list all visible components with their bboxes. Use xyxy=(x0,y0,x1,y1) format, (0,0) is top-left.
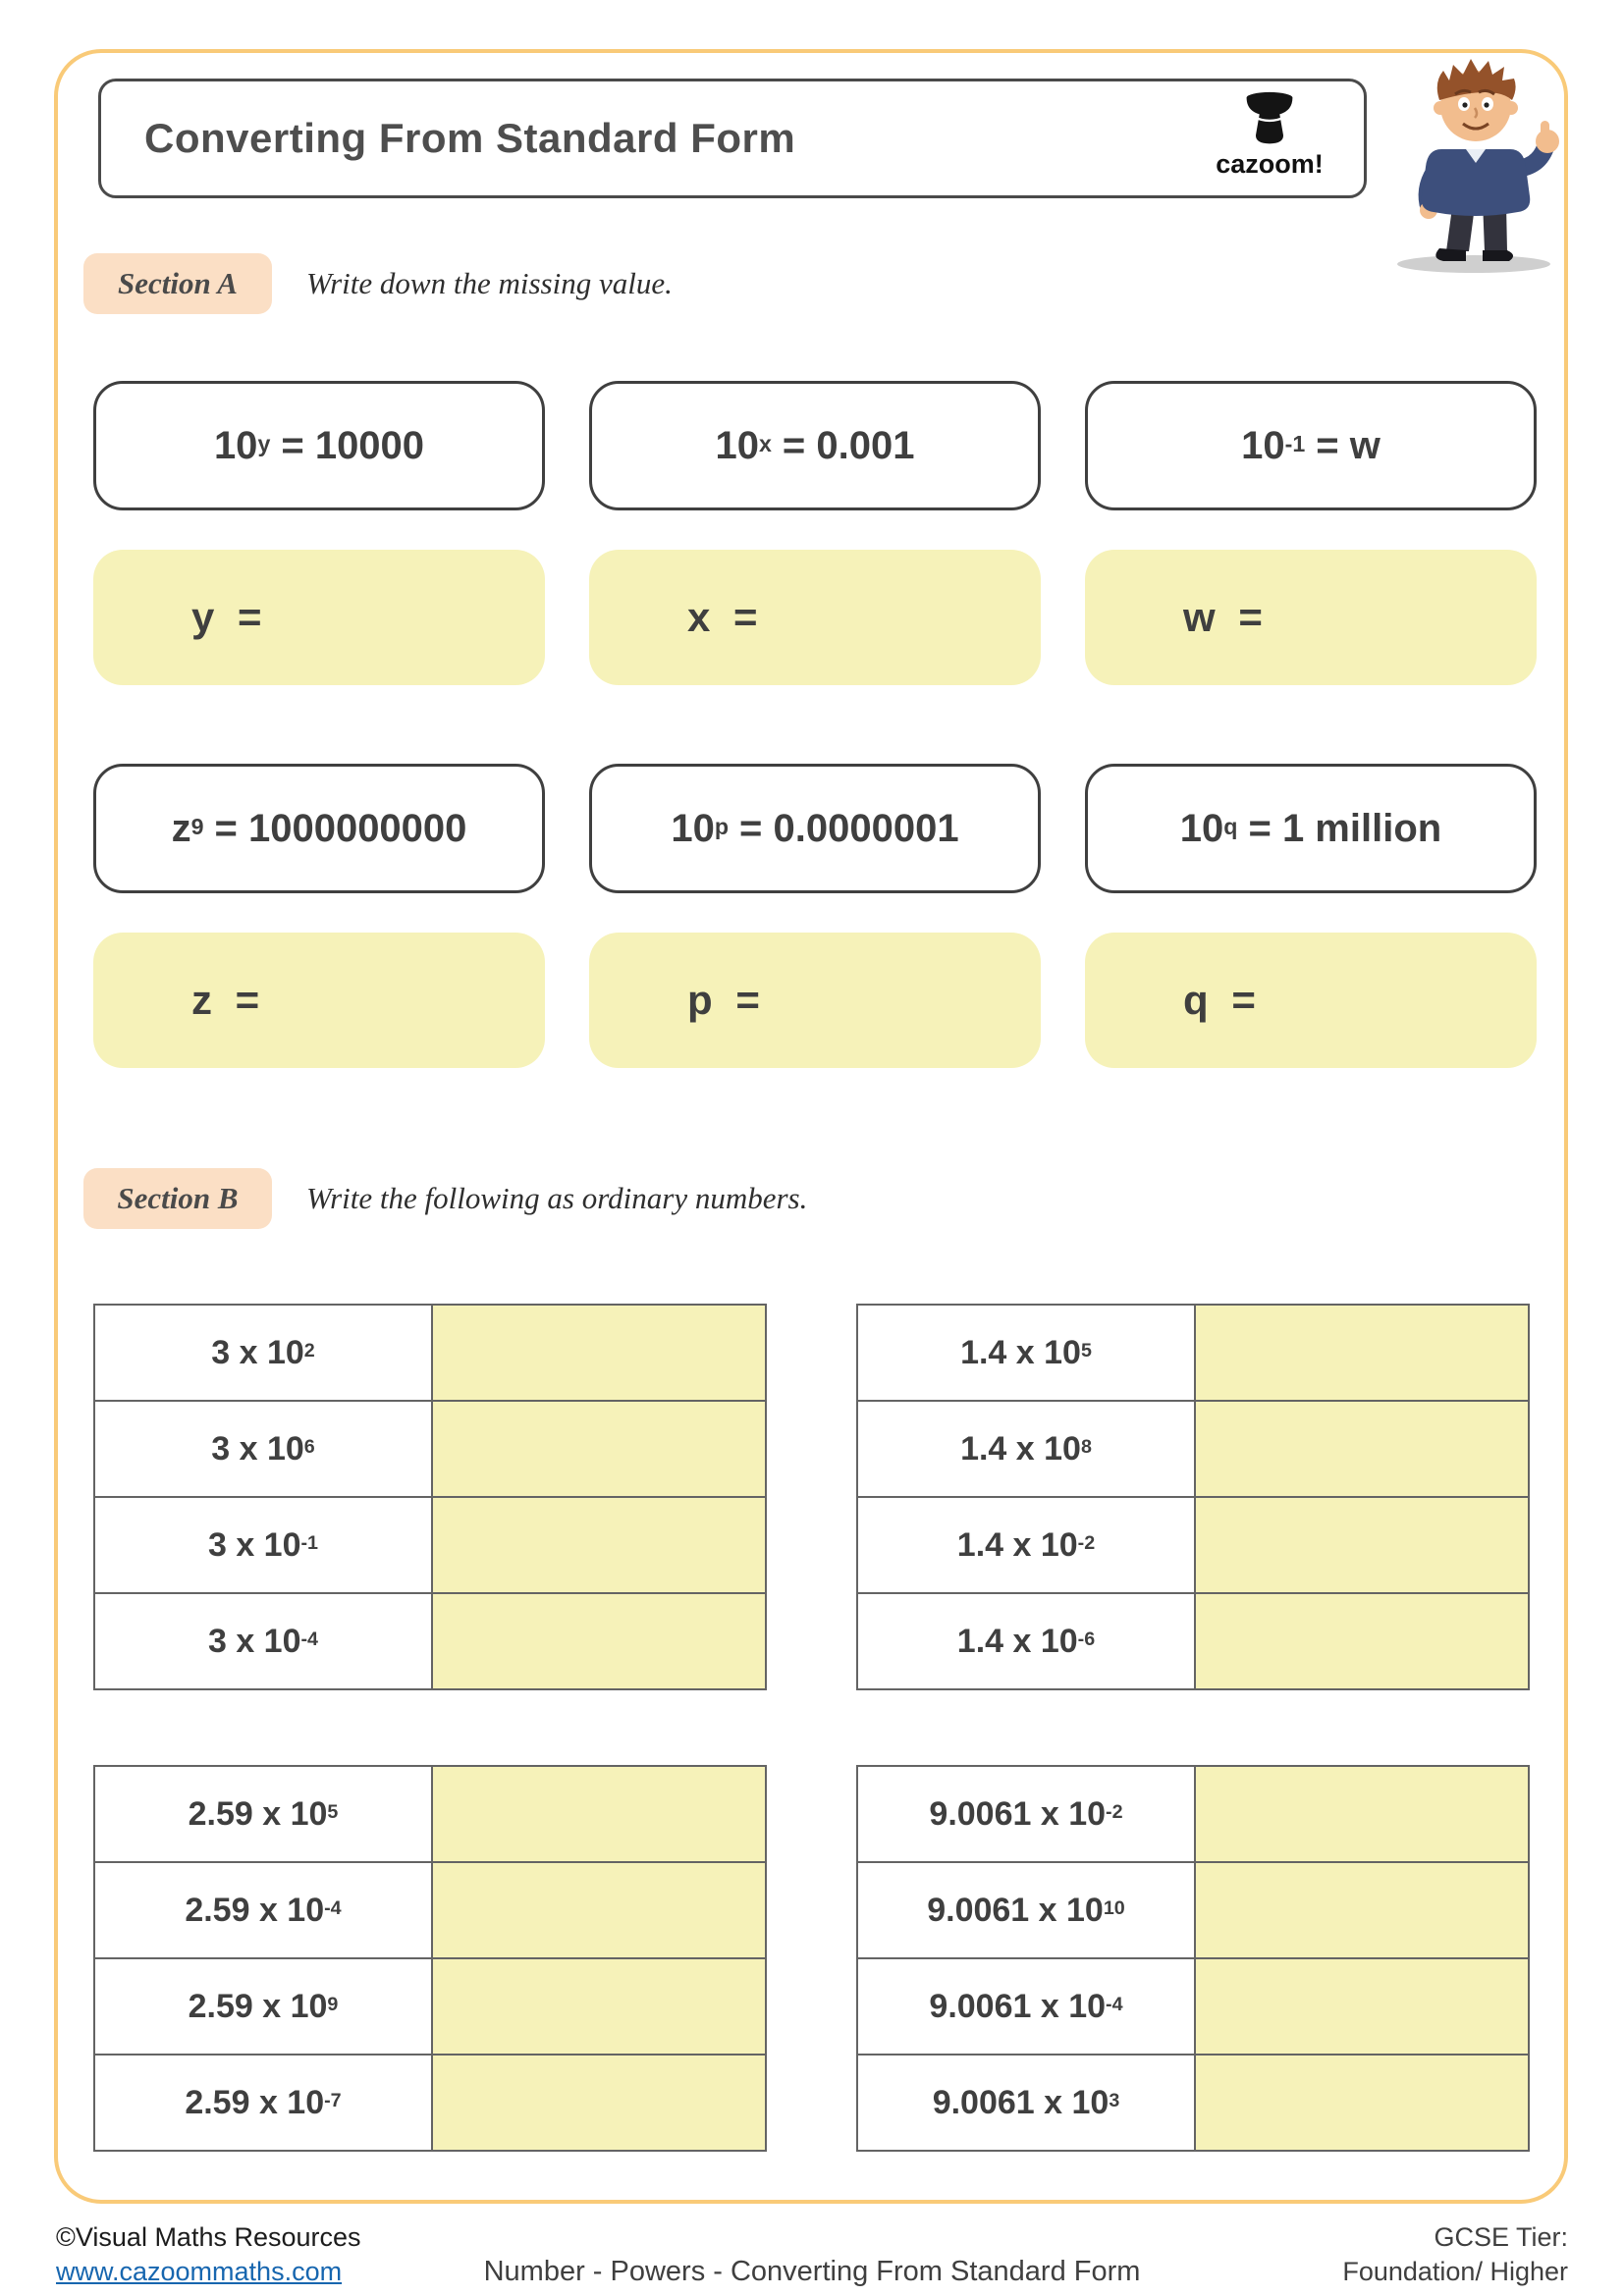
equation-base: 10 xyxy=(1179,806,1224,850)
expression-text: 3 x 10 xyxy=(207,1622,301,1660)
answer-box[interactable] xyxy=(1085,933,1537,1068)
footer-breadcrumb: Number - Powers - Converting From Standard Form xyxy=(483,2256,1141,2287)
expression-cell: 2.59 x 10 $^{-7}$ xyxy=(94,2055,432,2151)
expression-cell: 1.4 x 10 $^{-6}$ xyxy=(857,1593,1195,1689)
expression-text: 3 x 10 xyxy=(211,1429,304,1468)
expression-cell: 9.0061 x 10 $^3$ xyxy=(857,2055,1195,2151)
answer-cell[interactable] xyxy=(1195,1862,1529,1958)
expression-text: 1.4 x 10 xyxy=(956,1525,1078,1564)
expression-cell: 1.4 x 10 $^8$ xyxy=(857,1401,1195,1497)
equation-card: 10 $^p$ = 0.0000001 xyxy=(589,764,1041,893)
expression-text: 2.59 x 10 xyxy=(188,1987,328,2025)
conversion-table xyxy=(856,1304,1530,1690)
answer-label: x = xyxy=(687,594,758,640)
expression-cell: 3 x 10 $^6$ xyxy=(94,1401,432,1497)
expression-text: 2.59 x 10 xyxy=(185,1891,325,1929)
answer-label: q = xyxy=(1183,977,1256,1023)
answer-cell[interactable] xyxy=(432,1401,766,1497)
equation-rest: = 0.0000001 xyxy=(739,806,959,850)
expression-cell: 2.59 x 10 $^9$ xyxy=(94,1958,432,2055)
answer-cell[interactable] xyxy=(432,1305,766,1401)
expression-cell: 1.4 x 10 $^{-2}$ xyxy=(857,1497,1195,1593)
equation-base: 10 xyxy=(213,423,258,467)
copyright-text: ©Visual Maths Resources xyxy=(56,2222,361,2252)
answer-box[interactable] xyxy=(1085,550,1537,685)
header-box xyxy=(98,79,1367,198)
answer-cell[interactable] xyxy=(432,1862,766,1958)
equation-rest: = w xyxy=(1316,423,1380,467)
equation-base: 10 xyxy=(715,423,759,467)
tier-label: GCSE Tier: xyxy=(1434,2222,1568,2252)
expression-text: 9.0061 x 10 xyxy=(932,2083,1110,2121)
equation-base: z xyxy=(171,806,191,850)
equation-card: 10 $^x$ = 0.001 xyxy=(589,381,1041,510)
expression-text: 9.0061 x 10 xyxy=(929,1794,1107,1833)
equation-rest: = 0.001 xyxy=(782,423,915,467)
expression-text: 9.0061 x 10 xyxy=(929,1987,1107,2025)
expression-cell: 3 x 10 $^{-1}$ xyxy=(94,1497,432,1593)
equation-base: 10 xyxy=(1241,423,1285,467)
equation-card: 10 $^q$ = 1 million xyxy=(1085,764,1537,893)
cazoom-logo-icon xyxy=(1240,91,1299,148)
expression-text: 3 x 10 xyxy=(211,1333,304,1371)
cazoom-logo-text: cazoom! xyxy=(1216,149,1324,179)
equation-rest: = 1000000000 xyxy=(214,806,467,850)
answer-cell[interactable] xyxy=(1195,2055,1529,2151)
expression-text: 1.4 x 10 xyxy=(960,1429,1081,1468)
expression-cell: 3 x 10 $^2$ xyxy=(94,1305,432,1401)
answer-cell[interactable] xyxy=(1195,1305,1529,1401)
cazoom-logo xyxy=(1201,91,1338,180)
expression-text: 2.59 x 10 xyxy=(185,2083,325,2121)
tier-value: Foundation/ Higher xyxy=(1342,2257,1568,2287)
expression-text: 9.0061 x 10 xyxy=(927,1891,1104,1929)
answer-cell[interactable] xyxy=(432,1766,766,1862)
expression-text: 1.4 x 10 xyxy=(956,1622,1078,1660)
answer-cell[interactable] xyxy=(1195,1593,1529,1689)
section-a-label: Section A xyxy=(83,253,272,314)
footer-right xyxy=(1342,2220,1568,2289)
expression-text: 3 x 10 xyxy=(207,1525,301,1564)
answer-box[interactable] xyxy=(93,933,545,1068)
answer-label: y = xyxy=(191,594,262,640)
answer-box[interactable] xyxy=(93,550,545,685)
answer-box[interactable] xyxy=(589,933,1041,1068)
conversion-table xyxy=(93,1765,767,2152)
equation-card: 10 $^{-1}$ = w xyxy=(1085,381,1537,510)
expression-cell: 9.0061 x 10 $^{10}$ xyxy=(857,1862,1195,1958)
expression-text: 2.59 x 10 xyxy=(188,1794,328,1833)
conversion-table xyxy=(93,1304,767,1690)
equation-base: 10 xyxy=(671,806,715,850)
equation-card: z $^9$ = 1000000000 xyxy=(93,764,545,893)
answer-cell[interactable] xyxy=(1195,1958,1529,2055)
expression-cell: 2.59 x 10 $^{-4}$ xyxy=(94,1862,432,1958)
answer-cell[interactable] xyxy=(432,1593,766,1689)
section-b-label: Section B xyxy=(83,1168,272,1229)
expression-cell: 9.0061 x 10 $^{-4}$ xyxy=(857,1958,1195,2055)
expression-cell: 1.4 x 10 $^5$ xyxy=(857,1305,1195,1401)
answer-box[interactable] xyxy=(589,550,1041,685)
section-b-instruction: Write the following as ordinary numbers. xyxy=(306,1181,808,1215)
website-link[interactable]: www.cazoommaths.com xyxy=(56,2257,343,2287)
equation-rest: = 10000 xyxy=(281,423,425,467)
conversion-table xyxy=(856,1765,1530,2152)
expression-cell: 2.59 x 10 $^5$ xyxy=(94,1766,432,1862)
answer-cell[interactable] xyxy=(1195,1401,1529,1497)
answer-label: p = xyxy=(687,977,760,1023)
answer-cell[interactable] xyxy=(432,2055,766,2151)
page-title: Converting From Standard Form xyxy=(144,115,796,161)
equation-rest: = 1 million xyxy=(1248,806,1442,850)
answer-label: z = xyxy=(191,977,260,1023)
mascot-illustration xyxy=(1373,43,1598,274)
answer-cell[interactable] xyxy=(432,1958,766,2055)
answer-cell[interactable] xyxy=(432,1497,766,1593)
expression-cell: 3 x 10 $^{-4}$ xyxy=(94,1593,432,1689)
answer-cell[interactable] xyxy=(1195,1497,1529,1593)
section-a-instruction: Write down the missing value. xyxy=(306,266,673,300)
equation-card: 10 $^y$ = 10000 xyxy=(93,381,545,510)
expression-text: 1.4 x 10 xyxy=(960,1333,1081,1371)
expression-cell: 9.0061 x 10 $^{-2}$ xyxy=(857,1766,1195,1862)
answer-cell[interactable] xyxy=(1195,1766,1529,1862)
answer-label: w = xyxy=(1183,594,1263,640)
